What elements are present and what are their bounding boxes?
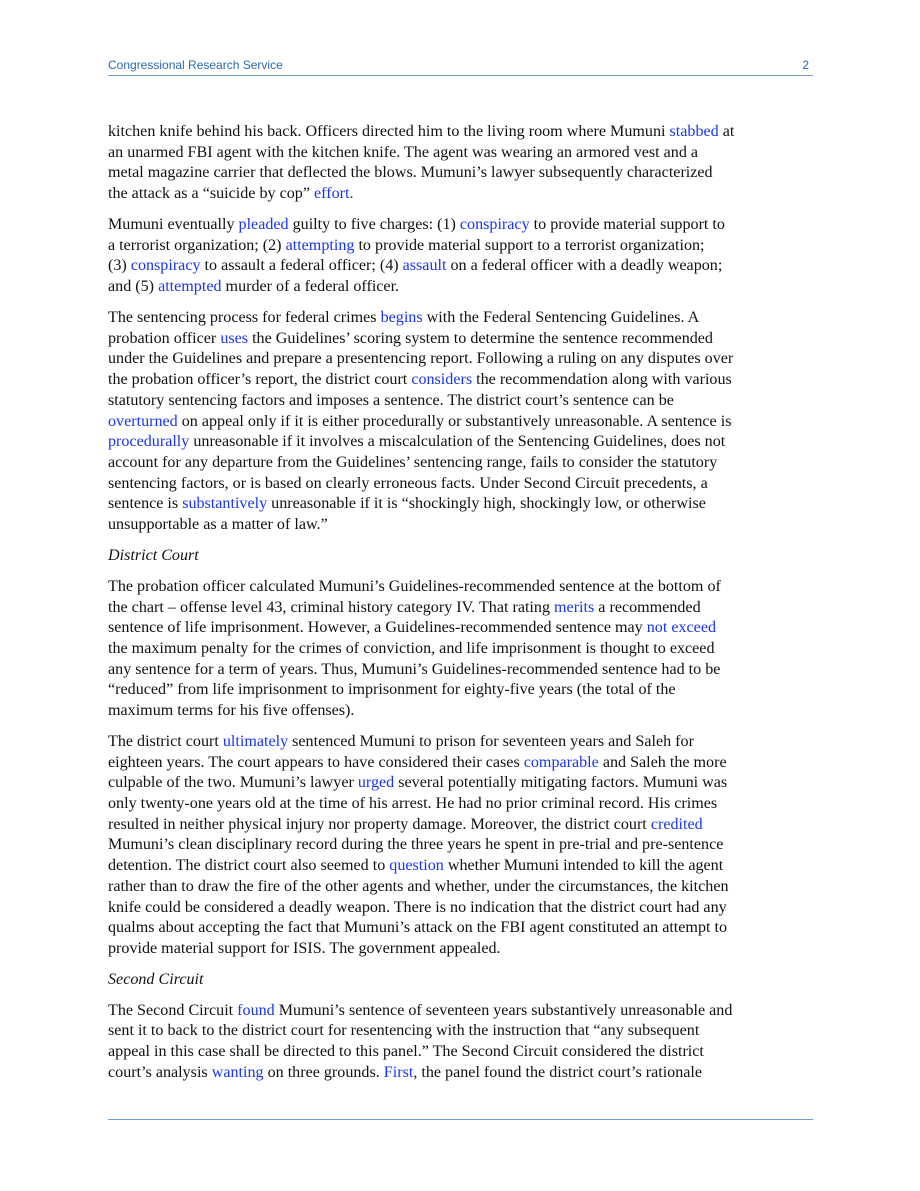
text-run: to assault a federal officer; (4) [200, 257, 403, 275]
text-run: the chart – offense level 43, criminal history category IV. That rating [108, 598, 555, 616]
text-run: The district court [108, 732, 223, 750]
heading-text: Second Circuit [108, 970, 204, 988]
hyperlink[interactable]: merits [554, 598, 595, 616]
text-run: court’s analysis [108, 1063, 212, 1081]
header-page-number: 2 [802, 58, 809, 72]
hyperlink[interactable]: ultimately [222, 732, 289, 750]
hyperlink[interactable]: overturned [108, 412, 178, 430]
text-run: the maximum penalty for the crimes of conviction, and life imprisonment is thought to exceed [108, 639, 715, 657]
text-run: kitchen knife behind his back. Officers directed him to the living room where Mumuni [108, 123, 670, 140]
text-run: rather than to draw the fire of the other agents and whether, under the circumstances, the kitchen [108, 877, 729, 895]
text-run: , the panel found the district court’s rationale [413, 1063, 703, 1081]
text-run: The probation officer calculated Mumuni’s Guidelines-recommended sentence at the bottom of [108, 577, 721, 595]
text-run: maximum terms for his five offenses). [108, 702, 355, 720]
paragraph [108, 122, 813, 205]
text-run: probation officer [108, 329, 221, 347]
text-run: unsupportable as a matter of law.” [108, 516, 328, 534]
paragraph [108, 215, 813, 298]
text-run: sentence is [108, 495, 183, 513]
text-run: guilty to five charges: (1) [288, 216, 460, 233]
hyperlink[interactable]: attempted [158, 278, 222, 296]
text-run: account for any departure from the Guidelines’ sentencing range, fails to consider the statutory [108, 453, 718, 471]
text-run: unreasonable if it is “shockingly high, shockingly low, or otherwise [267, 495, 706, 513]
hyperlink[interactable]: begins [380, 309, 423, 326]
text-run: sentenced Mumuni to prison for seventeen years and Saleh for [288, 732, 694, 750]
hyperlink[interactable]: conspiracy [130, 257, 201, 275]
text-run: Mumuni’s sentence of seventeen years substantively unreasonable and [274, 1001, 733, 1019]
hyperlink[interactable]: stabbed [669, 123, 719, 140]
hyperlink[interactable]: comparable [523, 753, 599, 771]
text-run: sent it to back to the district court for resentencing with the instruction that “any subsequent [108, 1022, 700, 1040]
hyperlink[interactable]: considers [411, 371, 473, 389]
text-run: a recommended [594, 598, 701, 616]
text-run: The sentencing process for federal crimes [108, 309, 381, 326]
text-run: to provide material support to [529, 216, 725, 233]
hyperlink[interactable]: urged [357, 774, 395, 792]
paragraph [108, 308, 813, 536]
text-run: and Saleh the more [598, 753, 727, 771]
text-run: several potentially mitigating factors. Mumuni was [394, 774, 728, 792]
text-run: on a federal officer with a deadly weapon; [446, 257, 723, 275]
text-run: an unarmed FBI agent with the kitchen knife. The agent was wearing an armored vest and a [108, 143, 699, 161]
text-run: Mumuni eventually [108, 216, 239, 233]
hyperlink[interactable]: effort. [314, 185, 354, 203]
paragraph [108, 732, 813, 960]
hyperlink[interactable]: not exceed [646, 619, 717, 637]
text-run: provide material support for ISIS. The government appealed. [108, 939, 501, 957]
heading-text: District Court [108, 546, 199, 564]
text-run: appeal in this case shall be directed to this panel.” The Second Circuit considered the district [108, 1043, 704, 1061]
text-run: Mumuni’s clean disciplinary record during the three years he spent in pre-trial and pre-sentence [108, 836, 724, 854]
hyperlink[interactable]: First [383, 1063, 414, 1081]
text-run: statutory sentencing factors and imposes a sentence. The district court’s sentence can be [108, 391, 674, 409]
text-run: at [718, 123, 735, 140]
text-run: resulted in neither physical injury nor property damage. Moreover, the district court [108, 815, 651, 833]
text-run: sentencing factors, or is based on clearly erroneous facts. Under Second Circuit precedents, a [108, 474, 708, 492]
text-run: to provide material support to a terrorist organization; [354, 236, 705, 254]
text-run: the probation officer’s report, the district court [108, 371, 412, 389]
header-rule [108, 75, 813, 76]
hyperlink[interactable]: assault [402, 257, 447, 275]
text-run: any sentence for a term of years. Thus, Mumuni’s Guidelines-recommended sentence had to be [108, 660, 721, 678]
text-run: detention. The district court also seemed to [108, 857, 390, 875]
hyperlink[interactable]: uses [220, 329, 249, 347]
hyperlink[interactable]: pleaded [238, 216, 289, 233]
hyperlink[interactable]: conspiracy [459, 216, 530, 233]
text-run: culpable of the two. Mumuni’s lawyer [108, 774, 358, 792]
text-run: The Second Circuit [108, 1001, 238, 1019]
text-run: (3) [108, 257, 131, 275]
text-run: “reduced” from life imprisonment to imprisonment for eighty-five years (the total of the [108, 681, 676, 699]
hyperlink[interactable]: attempting [285, 236, 355, 254]
text-run: metal magazine carrier that deflected the blows. Mumuni’s lawyer subsequently characterized [108, 164, 713, 182]
text-run: the recommendation along with various [472, 371, 732, 389]
hyperlink[interactable]: credited [650, 815, 703, 833]
text-run: unreasonable if it involves a miscalculation of the Sentencing Guidelines, does not [189, 433, 726, 451]
text-run: on appeal only if it is either procedurally or substantively unreasonable. A sentence is [177, 412, 732, 430]
text-run: murder of a federal officer. [221, 278, 400, 296]
hyperlink[interactable]: question [389, 857, 444, 875]
text-run: only twenty-one years old at the time of his arrest. He had no prior criminal record. His crimes [108, 795, 718, 813]
footer-rule [108, 1119, 813, 1120]
hyperlink[interactable]: substantively [182, 495, 268, 513]
text-run: eighteen years. The court appears to have considered their cases [108, 753, 524, 771]
text-run: the attack as a “suicide by cop” [108, 185, 314, 203]
paragraph [108, 577, 813, 722]
hyperlink[interactable]: procedurally [108, 433, 190, 451]
section-heading [108, 546, 813, 567]
text-run: knife could be considered a deadly weapon. There is no indication that the district court had any [108, 898, 727, 916]
text-run: a terrorist organization; (2) [108, 236, 286, 254]
section-heading [108, 970, 813, 991]
text-run: the Guidelines’ scoring system to determine the sentence recommended [248, 329, 713, 347]
text-run: with the Federal Sentencing Guidelines. A [422, 309, 700, 326]
header-organization: Congressional Research Service [108, 58, 283, 72]
page-header [108, 58, 813, 74]
text-run: on three grounds. [263, 1063, 384, 1081]
text-run: whether Mumuni intended to kill the agent [443, 857, 724, 875]
text-run: qualms about accepting the fact that Mumuni’s attack on the FBI agent constituted an attempt to [108, 919, 728, 937]
text-run: under the Guidelines and prepare a presentencing report. Following a ruling on any disputes over [108, 350, 734, 368]
document-body [108, 122, 813, 1094]
paragraph [108, 1001, 813, 1084]
hyperlink[interactable]: found [237, 1001, 275, 1019]
hyperlink[interactable]: wanting [211, 1063, 264, 1081]
text-run: and (5) [108, 278, 159, 296]
text-run: sentence of life imprisonment. However, a Guidelines-recommended sentence may [108, 619, 647, 637]
